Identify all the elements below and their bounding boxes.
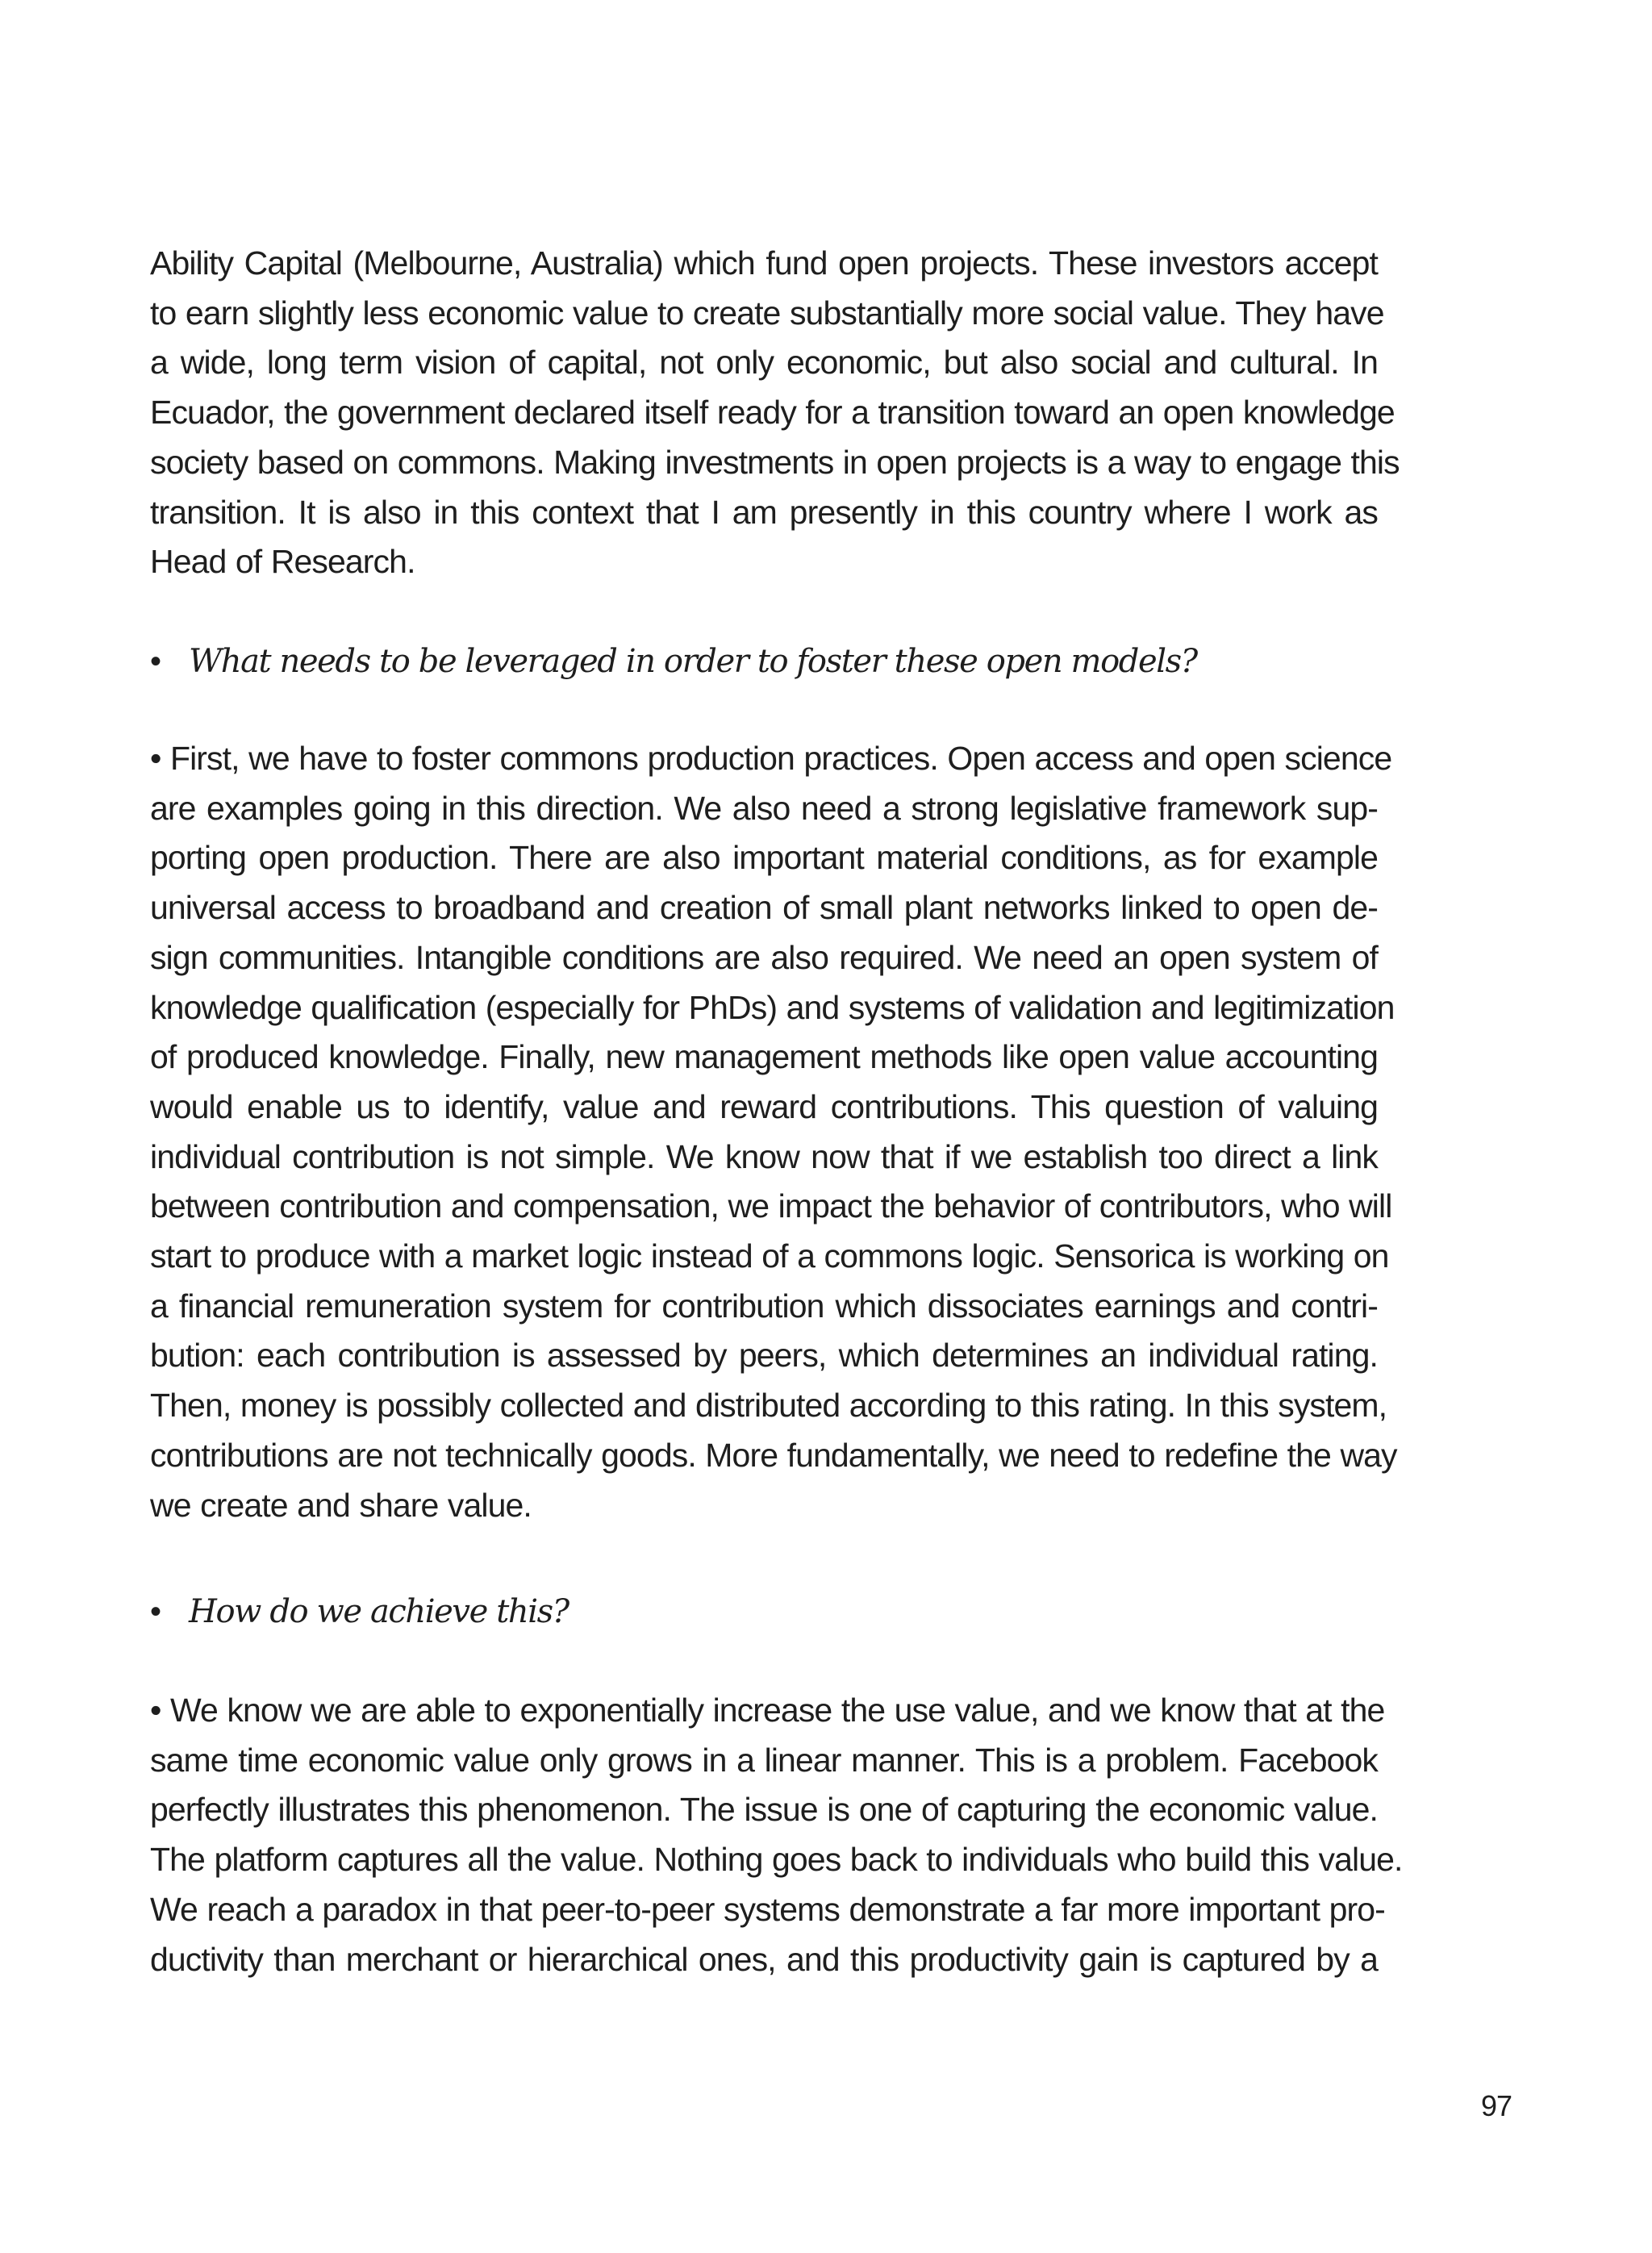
- paragraph-line: perfectly illustrates this phenomenon. The issue is one of capturing the economic value.: [150, 1791, 1378, 1829]
- question-heading-1: [150, 637, 1378, 686]
- paragraph-3: [150, 1686, 1403, 1984]
- paragraph-line: • First, we have to foster commons production practices. Open access and open science: [150, 740, 1392, 777]
- paragraph-line: to earn slightly less economic value to create substantially more social value. They have: [150, 294, 1384, 332]
- paragraph-line: ductivity than merchant or hierarchical ones, and this productivity gain is captured by a: [150, 1940, 1378, 1978]
- question-heading-2: [150, 1588, 1378, 1637]
- paragraph-line: porting open production. There are also important material conditions, as for example: [150, 839, 1378, 877]
- paragraph-line: between contribution and compensation, we impact the behavior of contributors, who will: [150, 1187, 1392, 1225]
- paragraph-line: Ecuador, the government declared itself ready for a transition toward an open knowledge: [150, 394, 1395, 432]
- paragraph-line: transition. It is also in this context that I am presently in this country where I work as: [150, 493, 1378, 531]
- paragraph-1: [150, 239, 1400, 587]
- paragraph-line: a financial remuneration system for contribution which dissociates earnings and contri-: [150, 1287, 1378, 1325]
- paragraph-line: Then, money is possibly collected and distributed according to this rating. In this system,: [150, 1387, 1387, 1425]
- paragraph-line: individual contribution is not simple. We know now that if we establish too direct a link: [150, 1137, 1378, 1175]
- paragraph-line: • We know we are able to exponentially increase the use value, and we know that at the: [150, 1692, 1385, 1729]
- paragraph-line: bution: each contribution is assessed by peers, which determines an individual rating.: [150, 1337, 1378, 1375]
- paragraph-line: We reach a paradox in that peer-to-peer systems demonstrate a far more important pro-: [150, 1890, 1385, 1928]
- question-text: What needs to be leveraged in order to foster these open models?: [189, 643, 1197, 680]
- paragraph-line: same time economic value only grows in a linear manner. This is a problem. Facebook: [150, 1741, 1378, 1779]
- paragraph-line: are examples going in this direction. We also need a strong legislative framework sup-: [150, 789, 1378, 827]
- paragraph-line: The platform captures all the value. Nothing goes back to individuals who build this value.: [150, 1841, 1403, 1879]
- paragraph-2: [150, 734, 1397, 1530]
- paragraph-line: contributions are not technically goods. More fundamentally, we need to redefine the way: [150, 1436, 1397, 1474]
- paragraph-line: we create and share value.: [150, 1486, 532, 1524]
- bullet-icon: •: [150, 1594, 161, 1629]
- paragraph-line: society based on commons. Making investments in open projects is a way to engage this: [150, 443, 1400, 481]
- paragraph-line: knowledge qualification (especially for PhDs) and systems of validation and legitimization: [150, 988, 1395, 1026]
- paragraph-line: Ability Capital (Melbourne, Australia) which fund open projects. These investors accept: [150, 244, 1378, 282]
- question-text: How do we achieve this?: [189, 1593, 569, 1630]
- paragraph-line: of produced knowledge. Finally, new management methods like open value accounting: [150, 1038, 1378, 1076]
- paragraph-line: would enable us to identify, value and reward contributions. This question of valuing: [150, 1087, 1378, 1125]
- page-number: 97: [1481, 2089, 1512, 2122]
- paragraph-line: Head of Research.: [150, 543, 415, 581]
- paragraph-line: universal access to broadband and creation of small plant networks linked to open de-: [150, 889, 1378, 927]
- bullet-icon: •: [150, 644, 161, 679]
- paragraph-line: start to produce with a market logic instead of a commons logic. Sensorica is working on: [150, 1237, 1389, 1275]
- paragraph-line: sign communities. Intangible conditions are also required. We need an open system of: [150, 938, 1378, 976]
- paragraph-line: a wide, long term vision of capital, not only economic, but also social and cultural. In: [150, 344, 1378, 382]
